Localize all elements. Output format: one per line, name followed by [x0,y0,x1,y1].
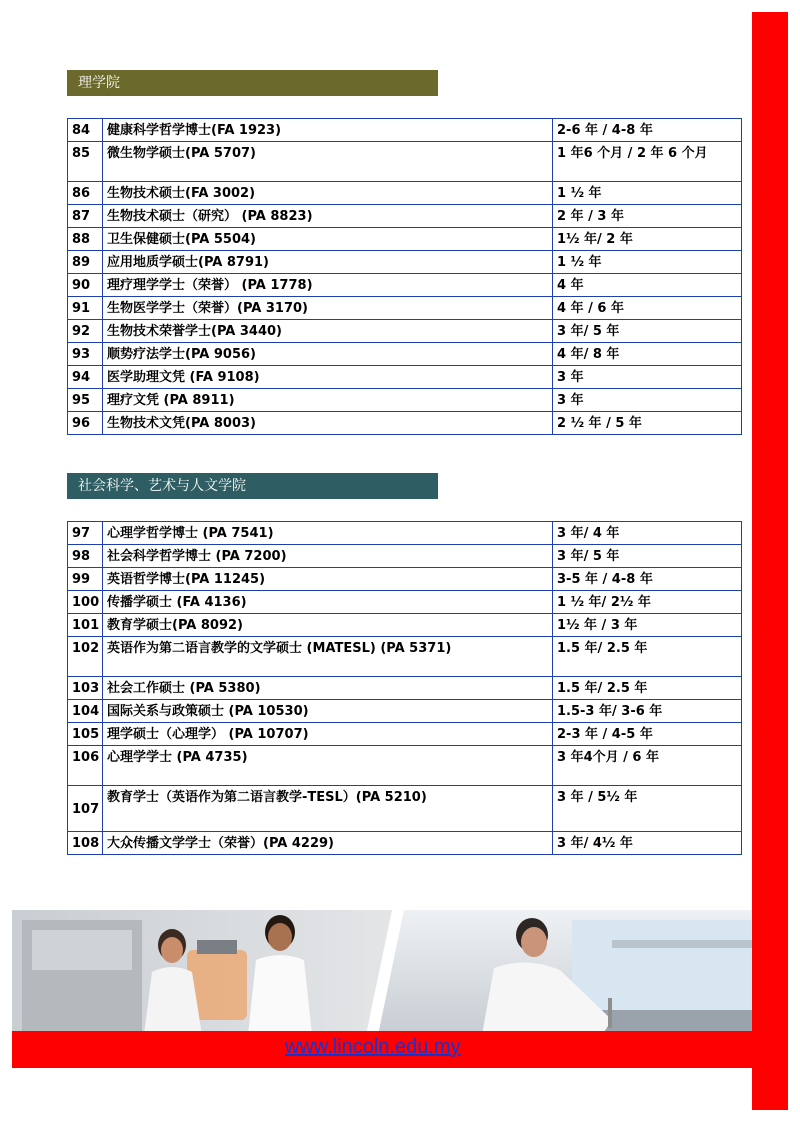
table-row [68,412,742,435]
program-name: 传播学硕士 (FA 4136) [103,591,553,614]
program-number: 100 [68,591,103,614]
program-duration: 4 年/ 8 年 [553,343,742,366]
right-red-bar [752,12,788,1110]
table-row [68,700,742,723]
program-duration: 2 ½ 年 / 5 年 [553,412,742,435]
program-number: 96 [68,412,103,435]
program-duration: 1 ½ 年 [553,182,742,205]
program-duration: 3 年/ 5 年 [553,545,742,568]
table-row [68,142,742,182]
table-row [68,228,742,251]
program-duration: 3 年 [553,389,742,412]
table-row [68,251,742,274]
table-row [68,274,742,297]
table-row [68,343,742,366]
website-link[interactable]: www.lincoln.edu.my [285,1036,461,1058]
program-name: 国际关系与政策硕士 (PA 10530) [103,700,553,723]
program-name: 生物医学学士（荣誉）(PA 3170) [103,297,553,320]
program-name: 社会工作硕士 (PA 5380) [103,677,553,700]
program-name: 社会科学哲学博士 (PA 7200) [103,545,553,568]
program-name: 教育学士（英语作为第二语言教学-TESL）(PA 5210) [103,786,553,832]
program-duration: 4 年 [553,274,742,297]
program-name: 英语哲学博士(PA 11245) [103,568,553,591]
program-number: 108 [68,832,103,855]
table-row [68,366,742,389]
program-name: 生物技术荣誉学士(PA 3440) [103,320,553,343]
program-name: 大众传播文学学士（荣誉）(PA 4229) [103,832,553,855]
program-number: 98 [68,545,103,568]
program-name: 生物技术硕士(FA 3002) [103,182,553,205]
program-duration: 3 年 [553,366,742,389]
program-number: 85 [68,142,103,182]
table-row [68,320,742,343]
program-number: 89 [68,251,103,274]
program-name: 理学硕士（心理学） (PA 10707) [103,723,553,746]
program-duration: 4 年 / 6 年 [553,297,742,320]
program-number: 90 [68,274,103,297]
program-name: 微生物学硕士(PA 5707) [103,142,553,182]
table-row [68,568,742,591]
program-name: 卫生保健硕士(PA 5504) [103,228,553,251]
program-duration: 1 年6 个月 / 2 年 6 个月 [553,142,742,182]
section-title-social-sciences: 社会科学、艺术与人文学院 [67,473,438,499]
program-number: 101 [68,614,103,637]
table-row [68,723,742,746]
section-title-science: 理学院 [67,70,438,96]
program-name: 医学助理文凭 (FA 9108) [103,366,553,389]
program-number: 86 [68,182,103,205]
table-row [68,522,742,545]
program-duration: 3 年 / 5½ 年 [553,786,742,832]
program-name: 心理学哲学博士 (PA 7541) [103,522,553,545]
program-duration: 1½ 年 / 3 年 [553,614,742,637]
program-duration: 1.5 年/ 2.5 年 [553,677,742,700]
program-duration: 1.5 年/ 2.5 年 [553,637,742,677]
program-duration: 2-6 年 / 4-8 年 [553,119,742,142]
program-number: 95 [68,389,103,412]
table-row [68,832,742,855]
program-number: 94 [68,366,103,389]
program-duration: 1 ½ 年/ 2½ 年 [553,591,742,614]
program-duration: 2-3 年 / 4-5 年 [553,723,742,746]
program-table-social-sciences [67,521,742,855]
program-name: 理疗文凭 (PA 8911) [103,389,553,412]
program-number: 84 [68,119,103,142]
table-row [68,614,742,637]
program-number: 105 [68,723,103,746]
program-name: 生物技术文凭(PA 8003) [103,412,553,435]
program-name: 生物技术硕士（研究） (PA 8823) [103,205,553,228]
program-number: 93 [68,343,103,366]
table-row [68,205,742,228]
program-number: 103 [68,677,103,700]
program-number: 106 [68,746,103,786]
program-table-science [67,118,742,435]
table-row [68,297,742,320]
table-row [68,545,742,568]
program-number: 87 [68,205,103,228]
table-row [68,677,742,700]
program-number: 92 [68,320,103,343]
program-name: 心理学学士 (PA 4735) [103,746,553,786]
table-row [68,389,742,412]
program-duration: 3 年/ 5 年 [553,320,742,343]
program-duration: 2 年 / 3 年 [553,205,742,228]
program-duration: 1 ½ 年 [553,251,742,274]
program-name: 应用地质学硕士(PA 8791) [103,251,553,274]
program-name: 顺势疗法学士(PA 9056) [103,343,553,366]
program-number: 102 [68,637,103,677]
program-duration: 3 年/ 4½ 年 [553,832,742,855]
program-duration: 3-5 年 / 4-8 年 [553,568,742,591]
program-name: 理疗理学学士（荣誉） (PA 1778) [103,274,553,297]
program-name: 英语作为第二语言教学的文学硕士 (MATESL) (PA 5371) [103,637,553,677]
program-number: 104 [68,700,103,723]
table-row [68,746,742,786]
table-row [68,786,742,832]
table-row [68,119,742,142]
program-duration: 3 年/ 4 年 [553,522,742,545]
program-number: 99 [68,568,103,591]
table-row [68,591,742,614]
program-number: 88 [68,228,103,251]
program-name: 健康科学哲学博士(FA 1923) [103,119,553,142]
program-number: 107 [68,786,103,832]
program-name: 教育学硕士(PA 8092) [103,614,553,637]
program-duration: 1½ 年/ 2 年 [553,228,742,251]
program-duration: 1.5-3 年/ 3-6 年 [553,700,742,723]
laboratory-photo [12,910,752,1035]
table-row [68,637,742,677]
table-row [68,182,742,205]
program-number: 97 [68,522,103,545]
program-number: 91 [68,297,103,320]
program-duration: 3 年4个月 / 6 年 [553,746,742,786]
